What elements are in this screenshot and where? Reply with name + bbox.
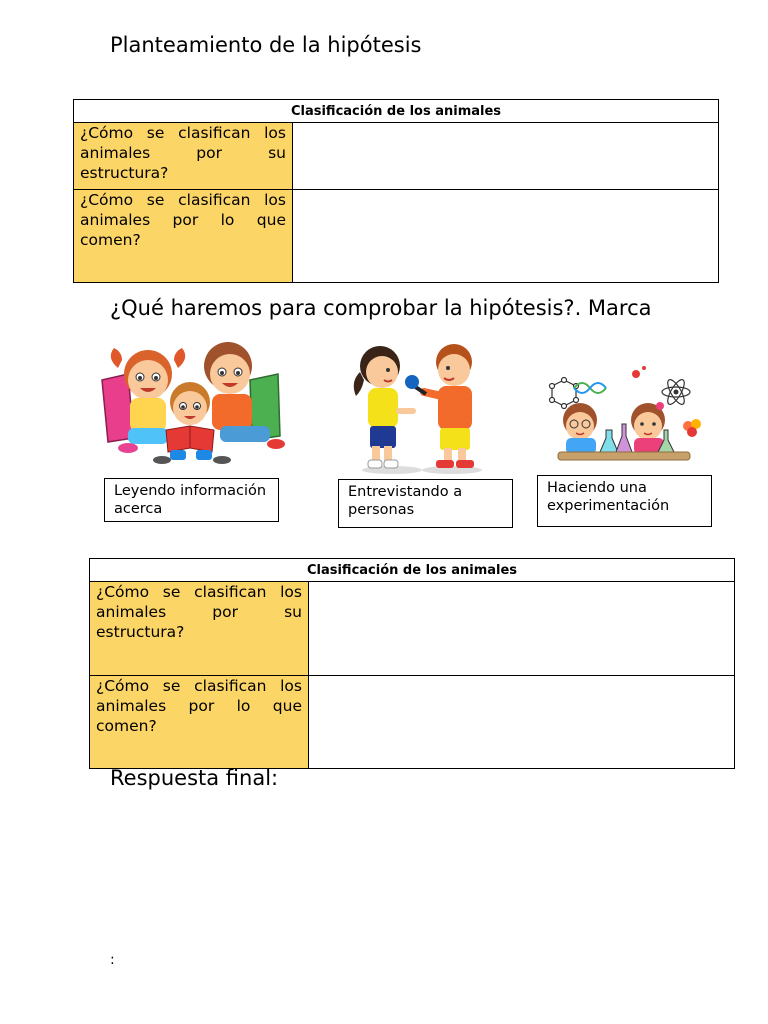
question-cell-diet: ¿Cómo se clasifican los animales por lo que comen? (90, 676, 309, 769)
experiment-illustration (536, 364, 706, 466)
option-experimenting[interactable]: Haciendo una experimentación (537, 475, 712, 527)
answer-cell-diet[interactable] (309, 676, 735, 769)
final-answer-heading: Respuesta final: (110, 766, 279, 790)
classification-table-2 (89, 558, 735, 769)
table-header: Clasificación de los animales (74, 100, 719, 123)
question-cell-diet: ¿Cómo se clasifican los animales por lo que comen? (74, 190, 293, 283)
children-reading-illustration (100, 340, 290, 465)
page-title: Planteamiento de la hipótesis (110, 33, 422, 57)
classification-table-1 (73, 99, 719, 283)
option-reading[interactable]: Leyendo información acerca (104, 478, 279, 522)
option-interviewing[interactable]: Entrevistando a personas (338, 479, 513, 528)
interview-illustration (352, 342, 487, 474)
question-cell-structure: ¿Cómo se clasifican los animales por su estructura? (90, 582, 309, 676)
method-question-heading: ¿Qué haremos para comprobar la hipótesis?. Marca (110, 296, 652, 320)
question-cell-structure: ¿Cómo se clasifican los animales por su estructura? (74, 123, 293, 190)
answer-cell-diet[interactable] (293, 190, 719, 283)
footer-mark: : (110, 952, 115, 968)
answer-cell-structure[interactable] (293, 123, 719, 190)
answer-cell-structure[interactable] (309, 582, 735, 676)
table-header: Clasificación de los animales (90, 559, 735, 582)
